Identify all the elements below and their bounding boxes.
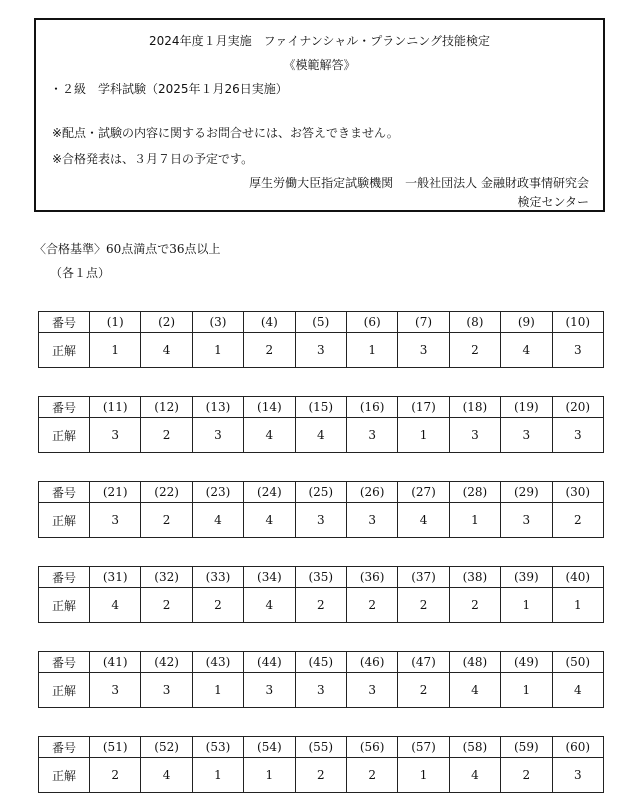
answer-cell: 2 — [295, 758, 346, 793]
row-label-answer: 正解 — [39, 333, 90, 368]
answer-cell: 2 — [449, 333, 500, 368]
answer-cell: 2 — [398, 588, 449, 623]
row-label-answer: 正解 — [39, 588, 90, 623]
question-number-cell: (38) — [449, 567, 500, 588]
question-number-cell: (41) — [90, 652, 141, 673]
exam-session: ・２級 学科試験（2025年１月26日実施） — [50, 82, 288, 96]
answer-cell: 3 — [552, 418, 603, 453]
question-number-cell: (13) — [192, 397, 243, 418]
answer-cell: 2 — [346, 588, 397, 623]
answer-cell: 3 — [346, 673, 397, 708]
question-number-cell: (23) — [192, 482, 243, 503]
question-number-cell: (22) — [141, 482, 192, 503]
question-number-cell: (18) — [449, 397, 500, 418]
answer-table — [38, 311, 604, 368]
question-number-cell: (57) — [398, 737, 449, 758]
answer-cell: 3 — [295, 503, 346, 538]
answer-cell: 2 — [346, 758, 397, 793]
question-number-cell: (56) — [346, 737, 397, 758]
answer-cell: 1 — [398, 418, 449, 453]
answer-row — [39, 588, 604, 623]
question-number-cell: (54) — [244, 737, 295, 758]
question-number-row — [39, 397, 604, 418]
question-number-cell: (53) — [192, 737, 243, 758]
question-number-cell: (55) — [295, 737, 346, 758]
question-number-cell: (5) — [295, 312, 346, 333]
answer-cell: 1 — [398, 758, 449, 793]
question-number-cell: (25) — [295, 482, 346, 503]
question-number-cell: (58) — [449, 737, 500, 758]
answer-cell: 2 — [90, 758, 141, 793]
answer-cell: 4 — [244, 503, 295, 538]
row-label-answer: 正解 — [39, 503, 90, 538]
row-label-answer: 正解 — [39, 418, 90, 453]
answer-cell: 1 — [501, 588, 552, 623]
question-number-cell: (51) — [90, 737, 141, 758]
question-number-cell: (28) — [449, 482, 500, 503]
answer-table — [38, 396, 604, 453]
question-number-cell: (60) — [552, 737, 603, 758]
answer-row — [39, 758, 604, 793]
passing-criteria: 〈合格基準〉60点満点で36点以上 — [34, 242, 221, 256]
question-number-cell: (48) — [449, 652, 500, 673]
question-number-row — [39, 482, 604, 503]
question-number-cell: (31) — [90, 567, 141, 588]
answer-cell: 1 — [90, 333, 141, 368]
question-number-cell: (39) — [501, 567, 552, 588]
points-per-question: （各１点） — [50, 266, 111, 280]
answer-row — [39, 503, 604, 538]
answer-cell: 1 — [192, 673, 243, 708]
answer-cell: 3 — [295, 333, 346, 368]
question-number-cell: (42) — [141, 652, 192, 673]
answer-cell: 3 — [501, 418, 552, 453]
answer-cell: 3 — [398, 333, 449, 368]
question-number-cell: (15) — [295, 397, 346, 418]
question-number-cell: (17) — [398, 397, 449, 418]
question-number-cell: (6) — [346, 312, 397, 333]
answer-cell: 1 — [552, 588, 603, 623]
inquiry-note: ※配点・試験の内容に関するお問合せには、お答えできません。 — [52, 126, 399, 140]
answer-cell: 2 — [141, 503, 192, 538]
answer-cell: 2 — [552, 503, 603, 538]
row-label-answer: 正解 — [39, 758, 90, 793]
organization-name: 厚生労働大臣指定試験機関 一般社団法人 金融財政事情研究会 — [249, 176, 589, 190]
question-number-cell: (35) — [295, 567, 346, 588]
answer-cell: 2 — [244, 333, 295, 368]
answer-cell: 2 — [449, 588, 500, 623]
answer-cell: 2 — [141, 418, 192, 453]
question-number-cell: (3) — [192, 312, 243, 333]
question-number-cell: (59) — [501, 737, 552, 758]
question-number-cell: (37) — [398, 567, 449, 588]
answer-cell: 1 — [501, 673, 552, 708]
row-label-number: 番号 — [39, 652, 90, 673]
question-number-row — [39, 312, 604, 333]
answer-table — [38, 651, 604, 708]
answer-cell: 2 — [398, 673, 449, 708]
question-number-cell: (30) — [552, 482, 603, 503]
announcement-note: ※合格発表は、３月７日の予定です。 — [52, 152, 254, 166]
answer-table — [38, 566, 604, 623]
question-number-cell: (12) — [141, 397, 192, 418]
model-answer-subtitle: 《模範解答》 — [283, 58, 356, 72]
question-number-cell: (11) — [90, 397, 141, 418]
answer-cell: 1 — [192, 333, 243, 368]
question-number-cell: (2) — [141, 312, 192, 333]
question-number-cell: (36) — [346, 567, 397, 588]
question-number-cell: (16) — [346, 397, 397, 418]
question-number-row — [39, 567, 604, 588]
answer-cell: 4 — [192, 503, 243, 538]
question-number-cell: (21) — [90, 482, 141, 503]
row-label-number: 番号 — [39, 482, 90, 503]
answer-cell: 1 — [346, 333, 397, 368]
answer-cell: 3 — [346, 503, 397, 538]
answer-cell: 3 — [192, 418, 243, 453]
answer-cell: 2 — [501, 758, 552, 793]
row-label-number: 番号 — [39, 567, 90, 588]
answer-cell: 4 — [244, 418, 295, 453]
question-number-cell: (20) — [552, 397, 603, 418]
answer-cell: 2 — [141, 588, 192, 623]
answer-cell: 4 — [449, 758, 500, 793]
answer-cell: 3 — [449, 418, 500, 453]
question-number-cell: (9) — [501, 312, 552, 333]
answer-cell: 1 — [449, 503, 500, 538]
question-number-cell: (40) — [552, 567, 603, 588]
answer-cell: 4 — [552, 673, 603, 708]
question-number-cell: (8) — [449, 312, 500, 333]
question-number-cell: (47) — [398, 652, 449, 673]
question-number-row — [39, 652, 604, 673]
answer-cell: 3 — [90, 418, 141, 453]
answer-cell: 4 — [501, 333, 552, 368]
question-number-cell: (45) — [295, 652, 346, 673]
header-box — [34, 18, 605, 212]
answer-cell: 3 — [295, 673, 346, 708]
answer-row — [39, 333, 604, 368]
question-number-cell: (46) — [346, 652, 397, 673]
question-number-cell: (29) — [501, 482, 552, 503]
question-number-cell: (49) — [501, 652, 552, 673]
answer-cell: 4 — [398, 503, 449, 538]
answer-cell: 3 — [90, 673, 141, 708]
row-label-number: 番号 — [39, 737, 90, 758]
question-number-cell: (34) — [244, 567, 295, 588]
question-number-cell: (10) — [552, 312, 603, 333]
answer-cell: 3 — [141, 673, 192, 708]
answer-row — [39, 418, 604, 453]
answer-table — [38, 736, 604, 793]
question-number-cell: (43) — [192, 652, 243, 673]
answer-cell: 3 — [552, 333, 603, 368]
answer-cell: 4 — [449, 673, 500, 708]
exam-title: 2024年度１月実施 ファイナンシャル・プランニング技能検定 — [149, 34, 490, 48]
question-number-cell: (4) — [244, 312, 295, 333]
question-number-cell: (26) — [346, 482, 397, 503]
question-number-cell: (27) — [398, 482, 449, 503]
answer-cell: 2 — [295, 588, 346, 623]
question-number-cell: (44) — [244, 652, 295, 673]
question-number-cell: (50) — [552, 652, 603, 673]
answer-row — [39, 673, 604, 708]
answer-cell: 1 — [244, 758, 295, 793]
answer-cell: 3 — [244, 673, 295, 708]
row-label-number: 番号 — [39, 312, 90, 333]
organization-dept: 検定センター — [517, 195, 589, 209]
question-number-cell: (24) — [244, 482, 295, 503]
question-number-cell: (1) — [90, 312, 141, 333]
answer-cell: 3 — [501, 503, 552, 538]
question-number-cell: (32) — [141, 567, 192, 588]
answer-cell: 3 — [346, 418, 397, 453]
answer-cell: 4 — [295, 418, 346, 453]
answer-cell: 3 — [90, 503, 141, 538]
answer-cell: 4 — [90, 588, 141, 623]
answer-cell: 1 — [192, 758, 243, 793]
row-label-number: 番号 — [39, 397, 90, 418]
answer-cell: 4 — [141, 758, 192, 793]
row-label-answer: 正解 — [39, 673, 90, 708]
question-number-cell: (7) — [398, 312, 449, 333]
question-number-cell: (52) — [141, 737, 192, 758]
question-number-cell: (33) — [192, 567, 243, 588]
answer-cell: 4 — [244, 588, 295, 623]
answer-cell: 4 — [141, 333, 192, 368]
question-number-cell: (14) — [244, 397, 295, 418]
question-number-cell: (19) — [501, 397, 552, 418]
answer-cell: 3 — [552, 758, 603, 793]
answer-table — [38, 481, 604, 538]
answer-cell: 2 — [192, 588, 243, 623]
question-number-row — [39, 737, 604, 758]
